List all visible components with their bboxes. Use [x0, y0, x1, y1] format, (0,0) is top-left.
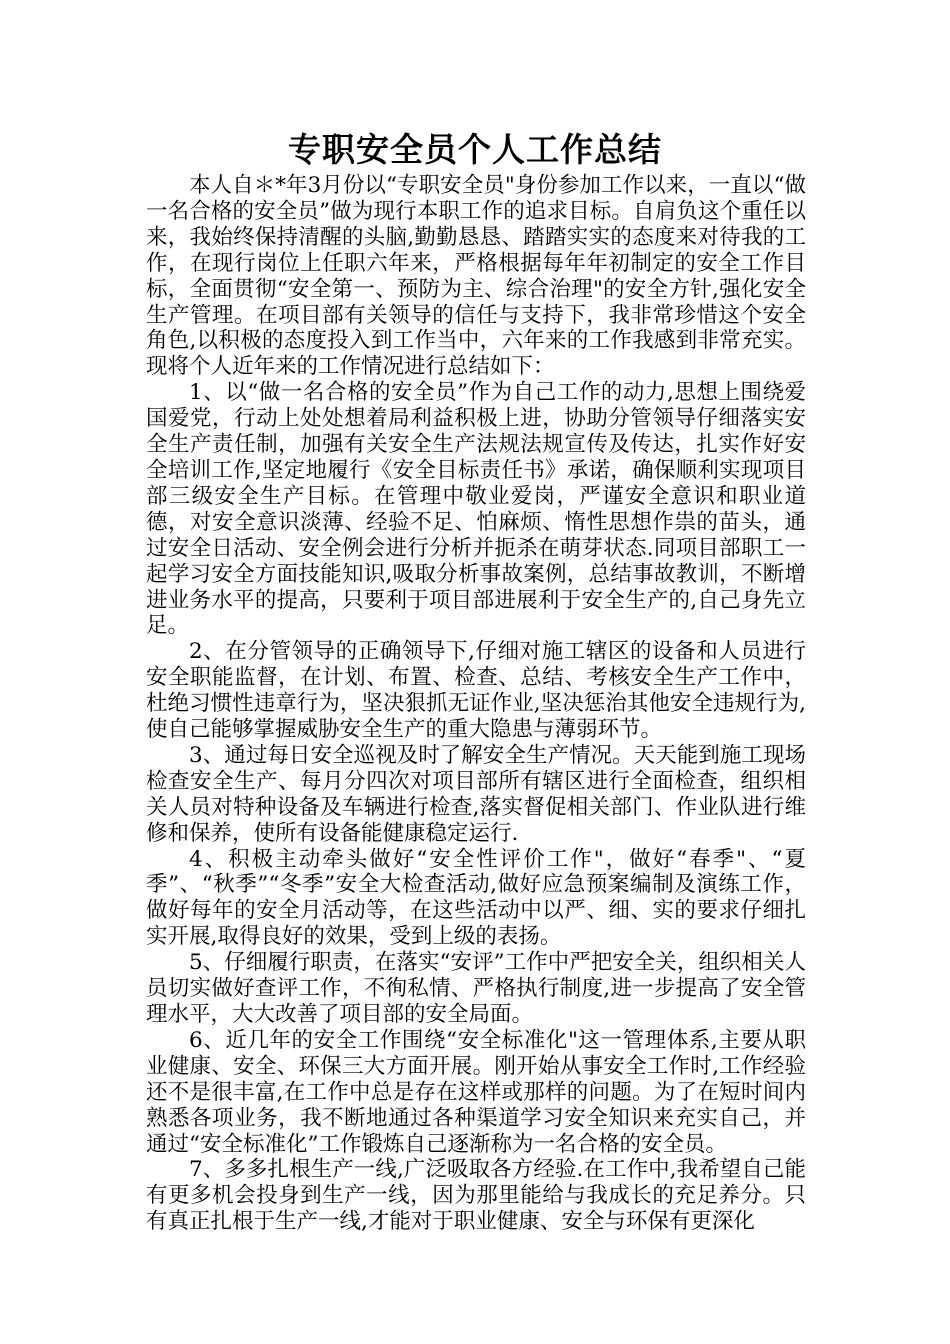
paragraph-item-3: 3、通过每日安全巡视及时了解安全生产情况。天天能到施工现场检查安全生产、每月分四次对项目部所有辖区进行全面检查，组织相关人员对特种设备及车辆进行检查,落实督促相关部门、作业队进行维修和保养，使所有设备能健康稳定运行.: [146, 742, 806, 846]
paragraph-item-6: 6、近几年的安全工作围绕“安全标准化"这一管理体系,主要从职业健康、安全、环保三大方面开展。刚开始从事安全工作时,工作经验还不是很丰富,在工作中总是存在这样或那样的问题。为了在短时间内熟悉各项业务，我不断地通过各种渠道学习安全知识来充实自己，并通过“安全标准化”工作锻炼自己逐渐称为一名合格的安全员。: [146, 1027, 806, 1157]
paragraph-item-2: 2、在分管领导的正确领导下,仔细对施工辖区的设备和人员进行安全职能监督，在计划、布置、检查、总结、考核安全生产工作中，杜绝习惯性违章行为，坚决狠抓无证作业,坚决惩治其他安全违规行为,使自己能够掌握威胁安全生产的重大隐患与薄弱环节。: [146, 639, 806, 743]
paragraph-item-1: 1、以“做一名合格的安全员”作为自己工作的动力,思想上围绕爱国爱党，行动上处处想着局利益积极上进，协助分管领导仔细落实安全生产责任制，加强有关安全生产法规法规宣传及传达，扎实作好安全培训工作,坚定地履行《安全目标责任书》承诺，确保顺利实现项目部三级安全生产目标。在管理中敬业爱岗，严谨安全意识和职业道德，对安全意识淡薄、经验不足、怕麻烦、惰性思想作祟的苗头，通过安全日活动、安全例会进行分析并扼杀在萌芽状态.同项目部职工一起学习安全方面技能知识,吸取分析事故案例，总结事故教训，不断增进业务水平的提高，只要利于项目部进展利于安全生产的,自己身先立足。: [146, 380, 806, 639]
paragraph-intro: 本人自＊*年3月份以“专职安全员"身份参加工作以来，一直以“做一名合格的安全员”做为现行本职工作的追求目标。自肩负这个重任以来，我始终保持清醒的头脑,勤勤恳恳、踏踏实实的态度来对待我的工作，在现行岗位上任职六年来，严格根据每年年初制定的安全工作目标，全面贯彻“安全第一、预防为主、综合治理"的安全方针,强化安全生产管理。在项目部有关领导的信任与支持下，我非常珍惜这个安全角色,以积极的态度投入到工作当中，六年来的工作我感到非常充实。现将个人近年来的工作情况进行总结如下：: [146, 173, 806, 380]
document-title: 专职安全员个人工作总结: [288, 130, 662, 169]
paragraph-item-7: 7、多多扎根生产一线,广泛吸取各方经验.在工作中,我希望自己能有更多机会投身到生产一线，因为那里能给与我成长的充足养分。只有真正扎根于生产一线,才能对于职业健康、安全与环保有更深化: [146, 1157, 806, 1235]
paragraph-item-5: 5、仔细履行职责，在落实“安评”工作中严把安全关，组织相关人员切实做好查评工作，不徇私情、严格执行制度,进一步提高了安全管理水平，大大改善了项目部的安全局面。: [146, 950, 806, 1027]
paragraph-item-4: 4、积极主动牵头做好“安全性评价工作"，做好“春季"、“夏季”、“秋季”“冬季”安全大检查活动,做好应急预案编制及演练工作，做好每年的安全月活动等，在这些活动中以严、细、实的要求仔细扎实开展,取得良好的效果，受到上级的表扬。: [146, 846, 806, 950]
document-body: [146, 173, 806, 1235]
